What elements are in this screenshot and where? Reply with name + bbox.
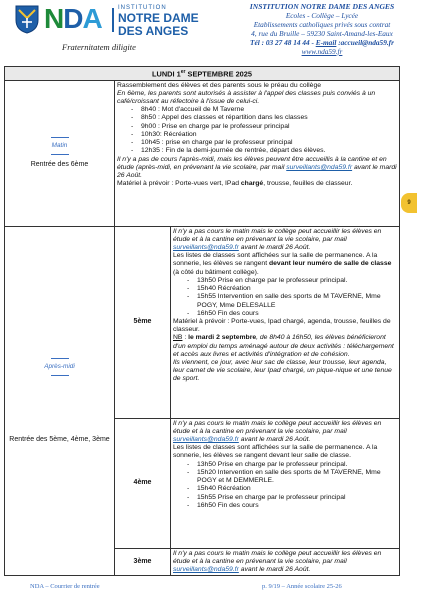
school-contact-block [222,2,422,56]
list-item: - 10h30: Récréation [131,131,397,139]
list-item: - 8h50 : Appel des classes et répartition dans les classes [131,114,397,122]
cinquieme-content [171,226,400,418]
slot-label: Rentrée des 5ème, 4ème, 3ème [9,435,110,443]
logo-small-text: INSTITUTION [118,5,167,11]
day-title: LUNDI 1er SEPTEMBRE 2025 [5,67,400,81]
list-item: - 10h45 : prise en charge par le professeur principal [131,139,397,147]
paragraph: Il n'y a pas cours le matin mais le collège peut accueillir les élèves en étude et à la cantine en prévenant la vie scolaire, par mail surveillants@nda59.fr avant le mardi 26 Août. [173,549,382,574]
school-type: Etablissements catholiques privés sous contrat [253,20,391,29]
school-name: INSTITUTION NOTRE DAME DES ANGES [249,2,395,11]
email-link[interactable]: surveillants@nda59.fr [173,566,239,574]
paragraph: Ils viennent, ce jour, avec leur sac de classe, leur trousse, leur agenda, leur carnet de vie scolaire, leur Ipad chargé, un pique-nique et une tenue de sport. [173,358,392,383]
logo-nda: NDA [44,3,102,34]
school-address: 4, rue du Bruille – 59230 Saint-Amand-les-Eaux [251,29,393,38]
paragraph: En 6ème, les parents sont autorisés à assister à l'appel des classes puis conviés à un café/croissant au réfectoire à l'issue de celui-ci. [117,89,376,106]
list-item: - 16h50 Fin des cours [187,310,397,318]
paragraph: NB : le mardi 2 septembre, de 8h40 à 16h50, les élèves bénéficieront d'un emploi du temps aménagé autour de deux activités : téléchargement et accès aux livres et activités d'intégration et de cohésion. [173,334,394,358]
apres-midi-slot [5,226,115,576]
list-item: - 13h50 Prise en charge par le professeur principal. [187,277,397,285]
quatrieme-content [171,418,400,548]
list-item: - 15h55 Prise en charge par le professeur principal [187,494,397,502]
crest-icon [14,4,40,34]
list-item: - 8h40 : Mot d'accueil de M Taverne [131,106,397,114]
paragraph: Il n'y a pas de cours l'après-midi, mais les élèves peuvent être accueillis à la cantine et en étude (après-midi, en prévenant la vie scolaire, par mail surveillants@nda59.fr avant le mardi 26 Août. [117,155,397,179]
level-cell-4: 4ème [115,418,171,548]
list-item: - 15h20 Intervention en salle des sports de M TAVERNE, Mme POGY et M DEMMERLE. [187,469,397,485]
list-item: - 15h55 Intervention en salle des sports de M TAVERNE, Mme POGY, Mme DELESALLE [187,293,397,309]
footer-right: p. 9/19 – Année scolaire 25-26 [262,583,342,590]
matin-schedule-list [117,106,397,155]
paragraph: Les listes de classes sont affichées sur la salle de permanence. A la sonnerie, les élèves se rangent devant leur numéro de salle de classe (à côté du bâtiment collège). [173,252,392,276]
logo-separator [112,8,114,32]
cinquieme-schedule-list [173,277,397,318]
list-item: - 9h00 : Prise en charge par le professeur principal [131,123,397,131]
logo-institution [118,5,199,37]
email-link[interactable]: surveillants@nda59.fr [173,436,239,444]
website-link[interactable]: www.nda59.fr [301,47,343,56]
email-label[interactable]: E-mail [315,38,337,47]
page-number-badge: 9 [401,193,417,213]
troisieme-content [171,548,400,576]
matin-row [5,80,400,226]
slot-label: Rentrée des 6ème [30,161,89,169]
logo-line1: NOTRE DAME [118,11,199,25]
email-value: :accueil@nda59.fr [336,38,394,47]
letterhead [0,0,424,62]
period-marker [7,358,112,376]
schedule-table [4,66,400,576]
phone-email-line [222,38,422,47]
paragraph: Les listes de classes sont affichées sur la salle de permanence. A la sonnerie, les élèves se rangent devant leur salle de classe. [173,444,378,460]
level-cell-5: 5ème [115,226,171,418]
list-item: - 15h40 Récréation [187,485,397,493]
footer-left: NDA – Courrier de rentrée [30,583,100,590]
matin-content [115,80,400,226]
quatrieme-schedule-list [173,461,397,510]
day-header-row [5,67,400,81]
email-link[interactable]: surveillants@nda59.fr [286,163,353,171]
logo-line2: DES ANGES [118,24,189,38]
paragraph: Il n'y a pas cours le matin mais le collège peut accueillir les élèves en étude et à la cantine en prévenant la vie scolaire, par mail surveillants@nda59.fr avant le mardi 26 Août. [173,227,382,252]
list-item: - 13h50 Prise en charge par le professeur principal. [187,461,397,469]
footer [0,581,424,595]
list-item: - 16h50 Fin des cours [187,502,397,510]
motto: Fraternitatem diligite [62,42,136,52]
list-item: - 15h40 Récréation [187,285,397,293]
paragraph: Matériel à prévoir : Porte-vues vert, IPad chargé, trousse, feuilles de classeur. [117,180,353,188]
email-link[interactable]: surveillants@nda59.fr [173,244,239,252]
paragraph: Matériel à prévoir : Porte-vues, Ipad chargé, agenda, trousse, feuilles de classeur. [173,317,391,334]
list-item: - 12h35 : Fin de la demi-journée de rentrée, départ des élèves. [131,147,397,155]
matin-slot [5,80,115,226]
period-label: Matin [51,142,68,150]
period-marker [7,137,112,155]
cinquieme-row [5,226,400,418]
paragraph: Il n'y a pas cours le matin mais le collège peut accueillir les élèves en étude et à la cantine en prévenant la vie scolaire, par mail surveillants@nda59.fr avant le mardi 26 Août. [173,419,382,444]
period-label: Après-midi [44,362,75,370]
school-levels: Ecoles - Collège – Lycée [285,11,359,20]
paragraph: Rassemblement des élèves et des parents sous le préau du collège [117,81,322,89]
phone: Tél : 03 27 48 14 44 - [250,38,316,47]
level-cell-3: 3ème [115,548,171,576]
